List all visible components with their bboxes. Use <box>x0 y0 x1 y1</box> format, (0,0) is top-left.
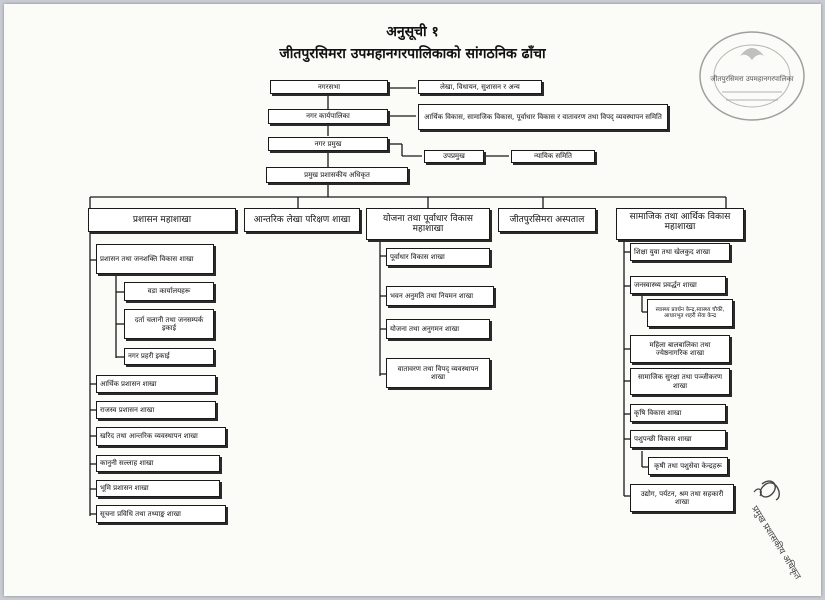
agri-service-center-box: कृषी तथा पशुसेवा केन्द्रहरू <box>648 457 728 475</box>
revenue-section: राजस्व प्रशासन शाखा <box>96 401 216 419</box>
health-units-box: स्वास्थ्य प्रवर्धन केन्द्र,स्वास्थ्य चौकी, आधारभूत शहरी सेवा केन्द्र <box>647 299 733 327</box>
women-children-section: महिला बालबालिका तथा ज्येष्ठनागरिक शाखा <box>630 335 730 363</box>
environment-disaster-section: वातावरण तथा विपद् व्यवस्थापन शाखा <box>386 358 490 388</box>
signature-stamp <box>724 474 821 594</box>
admin-hr-section: प्रशासन तथा जनशक्ति विकास शाखा <box>96 244 214 274</box>
assembly-committees-box: लेखा, विधायन, सुशासन र अन्य <box>418 80 542 94</box>
land-section: भूमि प्रशासन शाखा <box>96 480 220 497</box>
document-page <box>4 4 821 596</box>
judicial-committee-box: न्यायिक समिति <box>511 150 595 163</box>
official-seal-stamp <box>692 26 812 126</box>
planning-monitoring-section: योजना तथा अनुगमन शाखा <box>386 319 490 339</box>
livestock-section: पशुपन्छी विकास शाखा <box>630 430 726 448</box>
ward-office-unit: वडा कार्यालयहरू <box>124 282 214 301</box>
agriculture-section: कृषि विकास शाखा <box>630 404 726 422</box>
social-division: सामाजिक तथा आर्थिक विकास महाशाखा <box>616 208 744 240</box>
it-section: सूचना प्रविधि तथा तथ्याङ्क शाखा <box>96 505 226 523</box>
building-permit-section: भवन अनुमति तथा नियमन शाखा <box>386 286 494 306</box>
procurement-section: खरिद तथा आन्तरिक व्यवस्थापन शाखा <box>96 427 226 446</box>
industry-section: उद्योग, पर्यटन, श्रम तथा सहकारी शाखा <box>630 484 734 512</box>
hospital-box: जीतपुरसिमरा अस्पताल <box>498 208 596 232</box>
municipal-executive-box: नगर कार्यपालिका <box>268 109 388 124</box>
mayor-box: नगर प्रमुख <box>268 137 388 151</box>
deputy-mayor-box: उपप्रमुख <box>424 150 484 163</box>
internal-audit-section: आन्तरिक लेखा परिक्षण शाखा <box>244 208 360 232</box>
seal-text: जीतपुरसिमरा उपमहानगरपालिका <box>710 75 794 83</box>
health-section: जनस्वास्थ्य प्रवर्द्धन शाखा <box>630 276 726 294</box>
cao-box: प्रमुख प्रशासकीय अधिकृत <box>266 167 408 183</box>
city-police-unit: नगर प्रहरी इकाई <box>124 348 214 365</box>
page-title: जीतपुरसिमरा उपमहानगरपालिकाको सांगठनिक ढाँचा <box>279 46 546 62</box>
admin-division: प्रशासन महाशाखा <box>88 208 236 232</box>
executive-committees-box: आर्थिक विकास, सामाजिक विकास, पूर्वाधार विकास र वातावरण तथा विपद् व्यवस्थापन समिति <box>418 104 668 130</box>
social-security-section: सामाजिक सुरक्षा तथा पञ्जीकरण शाखा <box>630 368 730 395</box>
education-section: शिक्षा युवा तथा खेलकुद शाखा <box>630 243 730 261</box>
signature-stamp-text: प्रमुख प्रशासकीय अधिकृत <box>749 504 803 582</box>
planning-division: योजना तथा पूर्वाधार विकास महाशाखा <box>366 208 490 240</box>
registration-unit: दर्ता चलानी तथा जनसम्पर्क इकाई <box>124 309 214 339</box>
infrastructure-section: पूर्वाधार विकास शाखा <box>386 248 490 266</box>
municipal-assembly-box: नगरसभा <box>270 80 388 94</box>
finance-section: आर्थिक प्रशासन शाखा <box>96 375 216 393</box>
schedule-label: अनुसूची १ <box>386 24 439 40</box>
legal-section: कानुनी सल्लाह शाखा <box>96 455 220 472</box>
